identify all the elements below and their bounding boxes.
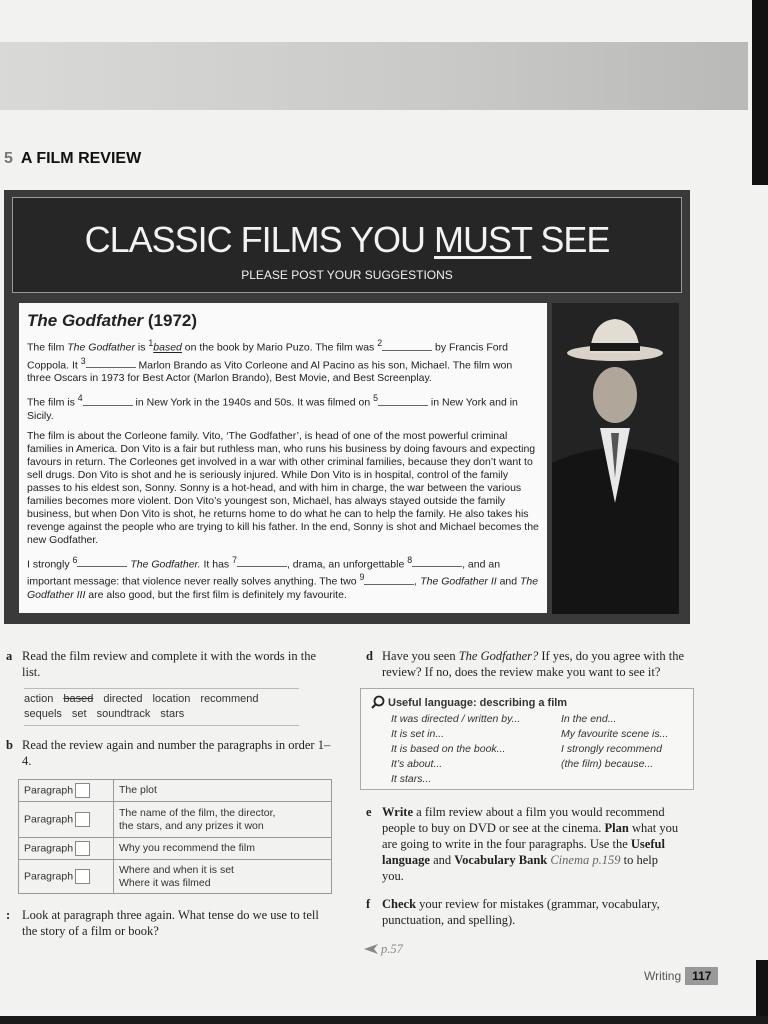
exercise-c-text: Look at paragraph three again. What tense do we use to tell the story of a film or book? [22, 908, 319, 938]
text: your review for mistakes (grammar, vocabulary, punctuation, and spelling). [382, 897, 660, 927]
godfather-photo [552, 303, 679, 614]
gap-number: 9 [359, 572, 365, 582]
classic-films-banner [12, 197, 682, 293]
review-text [19, 303, 547, 613]
example-answer: based [153, 341, 182, 354]
film-title: The Godfather. [127, 558, 201, 570]
phrase: In the end... [561, 713, 617, 725]
banner-subtitle: PLEASE POST YOUR SUGGESTIONS [241, 268, 453, 282]
paragraph-desc [114, 838, 332, 860]
word-item: stars [160, 708, 185, 720]
banner-title-emph: MUST [434, 219, 532, 260]
paragraph-label-cell [19, 860, 114, 894]
review-paragraph-1 [27, 337, 539, 385]
footer-label: Writing [644, 969, 682, 983]
table-row [19, 802, 332, 838]
page-reference [364, 941, 403, 957]
text: , and an important message: that violence never really solves anything. The two [27, 558, 501, 588]
gap-number: 7 [232, 554, 237, 565]
word-item-used: based [63, 693, 94, 705]
gap-number: 6 [72, 554, 78, 565]
paragraph-label-cell [19, 780, 114, 802]
word-item: soundtrack [96, 708, 151, 720]
phrase: It is based on the book... [391, 743, 506, 755]
page-footer [644, 967, 718, 985]
bottom-edge [0, 1016, 768, 1024]
text: what you are going to write in the four paragraphs. Use the [382, 821, 679, 851]
phrases-column-1 [391, 712, 561, 787]
text: are also good, but the first film is definitely my favourite. [85, 588, 347, 601]
word-item: recommend [200, 693, 259, 705]
exercise-d [366, 648, 697, 680]
banner-title-post: SEE [531, 219, 610, 260]
phrase: It stars... [391, 773, 432, 785]
exercise-letter: e [366, 805, 372, 819]
exercise-f [366, 896, 682, 928]
exercise-letter: b [6, 738, 13, 752]
gap-number: 3 [80, 355, 86, 366]
text: and [429, 853, 455, 867]
review-heading-year: (1972) [143, 311, 198, 330]
bold-word: Write [382, 805, 414, 819]
useful-language-title [371, 695, 693, 709]
banner-title [13, 220, 681, 260]
bold-word: Check [382, 897, 417, 911]
text: If yes, do you agree with the review? If no, does the review make you want to see it? [382, 649, 685, 679]
gap-blank[interactable] [382, 341, 432, 351]
phrase: It is set in... [391, 728, 445, 740]
actor-illustration [552, 303, 679, 614]
number-box[interactable] [75, 783, 90, 798]
gap-number: 2 [377, 338, 383, 348]
exercise-letter: : [6, 908, 11, 922]
vocab-bank-ref: Cinema p.159 [547, 853, 621, 867]
gap-blank[interactable] [83, 396, 133, 406]
phrase: It was directed / written by... [391, 713, 521, 725]
text: in New York and in Sicily. [27, 396, 518, 422]
review-paragraph-2 [27, 392, 539, 423]
film-title: The Godfather? [458, 649, 539, 663]
text: is [134, 341, 149, 354]
top-band [0, 42, 748, 110]
desc-line: the stars, and any prizes it won [119, 819, 264, 832]
word-item: directed [103, 693, 143, 705]
gap-number: 4 [77, 393, 83, 403]
paragraph-desc [114, 780, 332, 802]
word-item: location [152, 693, 191, 705]
gap-blank[interactable] [237, 557, 287, 567]
banner-title-pre: CLASSIC FILMS YOU [84, 219, 435, 260]
desc-line: Where and when it is set [119, 863, 234, 876]
exercise-letter: d [366, 649, 373, 663]
film-title: The Godfather [67, 341, 135, 354]
page-edge-bar-bottom [756, 960, 768, 1020]
text: in New York in the 1940s and 50s. It was filmed on [132, 396, 374, 409]
word-item: action [24, 693, 54, 705]
exercise-c [6, 907, 332, 939]
page-reference-text: p.57 [381, 942, 403, 956]
paragraph-label: Paragraph [24, 870, 74, 883]
gap-number: 8 [407, 554, 413, 565]
exercise-letter: a [6, 649, 13, 663]
word-item: sequels [24, 708, 62, 720]
back-arrow-icon [364, 944, 378, 954]
paragraph-desc [114, 802, 332, 838]
exercise-a-text: Read the film review and complete it with the words in the list. [22, 649, 317, 679]
paragraph-order-table [18, 779, 332, 894]
review-heading [27, 311, 539, 331]
text: Have you seen [382, 649, 459, 663]
number-box[interactable] [75, 841, 90, 856]
exercise-b-text: Read the review again and number the paragraphs in order 1–4. [22, 738, 331, 768]
exercise-letter: f [366, 897, 371, 911]
phrase: I strongly recommend [561, 743, 662, 755]
gap-blank[interactable] [364, 575, 414, 585]
paragraph-label: Paragraph [24, 784, 74, 797]
number-box[interactable] [75, 869, 90, 884]
gap-number: 5 [373, 393, 378, 403]
bold-word: Useful language [382, 837, 665, 867]
film-title: The Godfather III [27, 575, 539, 601]
bold-word: Plan [604, 821, 629, 835]
paragraph-label: Paragraph [24, 813, 74, 826]
text: on the book by Mario Puzo. The film was [181, 341, 378, 354]
text: It has [200, 558, 233, 570]
text: I strongly [27, 558, 73, 570]
desc-line: Why you recommend the film [119, 842, 255, 854]
desc-line: The plot [119, 784, 157, 796]
word-list [24, 688, 299, 726]
useful-language-box [360, 688, 694, 790]
paragraph-label: Paragraph [24, 842, 74, 855]
paragraph-desc [114, 860, 332, 894]
table-row [19, 838, 332, 860]
section-title-text: A FILM REVIEW [20, 150, 142, 167]
desc-line: The name of the film, the director, [119, 806, 276, 819]
review-paragraph-4 [27, 554, 539, 602]
text: by Francis Ford Coppola. It [27, 341, 508, 371]
gap-blank[interactable] [86, 358, 136, 368]
table-row [19, 780, 332, 802]
phrases-column-2 [561, 712, 691, 772]
text: a film review about a film you would recommend people to buy on DVD or see at the cinema. [382, 805, 665, 835]
text: The film [27, 341, 68, 354]
text: to help you. [382, 853, 658, 883]
section-title [4, 150, 141, 168]
text: and [496, 575, 521, 588]
exercise-e [366, 804, 682, 884]
number-box[interactable] [75, 812, 90, 827]
section-number: 5 [4, 150, 13, 167]
phrase: It’s about... [391, 758, 443, 770]
bold-word: Vocabulary Bank [454, 853, 548, 867]
table-row [19, 860, 332, 894]
gap-number: 1 [148, 338, 154, 348]
phrase: My favourite scene is... [561, 728, 669, 740]
gap-blank[interactable] [378, 396, 428, 406]
useful-language-title-text: Useful language: describing a film [388, 697, 568, 709]
exercise-a [6, 648, 332, 680]
text: , drama, an unforgettable [286, 558, 408, 570]
gap-blank[interactable] [77, 557, 127, 567]
magnifier-icon [371, 695, 385, 709]
desc-line: Where it was filmed [119, 876, 211, 889]
phrase: (the film) because... [561, 758, 654, 770]
review-heading-film: The Godfather [27, 311, 144, 330]
review-paragraph-3: The film is about the Corleone family. Vito, ‘The Godfather’, is head of one of the most powerful criminal families in America. Don Vito is a fair but ruthless man, who runs his business by doing favours and expecting favours in return. The Corleones get involved in a war with other criminal families, because they don’t want to sell drugs. Don Vito is shot and he is seriously injured. While Don Vito is in hospital, control of the family passes to his eldest son, Sonny. Sonny is a hot-head, and with him in charge, the war between the various families becomes more violent. Don Vito’s youngest son, Michael, has always stayed outside the family business, but when Don Vito is shot, he returns home to do what he can to help the family. He also takes his revenge against the people who are trying to kill his father. In the end, Sonny is shot and Michael becomes the new Godfather. [27, 429, 539, 546]
exercise-b [6, 737, 332, 769]
paragraph-label-cell [19, 838, 114, 860]
film-title: , The Godfather II [414, 575, 497, 588]
text: The film is [27, 396, 78, 409]
page-number: 117 [685, 967, 718, 985]
page-edge-bar [752, 0, 768, 185]
gap-blank[interactable] [412, 557, 462, 567]
word-item: set [71, 708, 87, 720]
paragraph-label-cell [19, 802, 114, 838]
text: Marlon Brando as Vito Corleone and Al Pacino as his son, Michael. The film won three Oscars in 1973 for Best Actor (Marlon Brando), Best Movie, and Best Screenplay. [27, 359, 513, 384]
